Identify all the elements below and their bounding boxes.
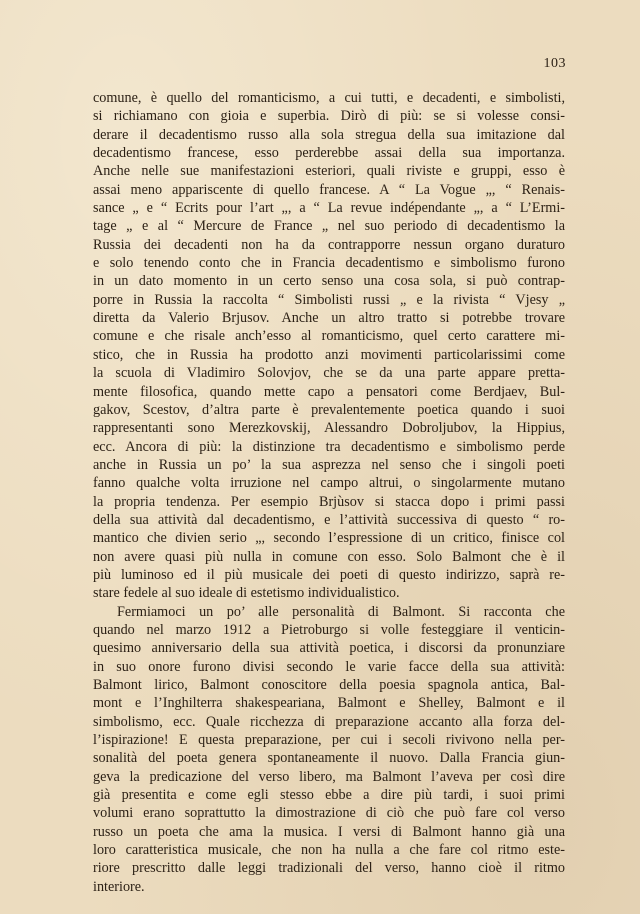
- text-line: mente filosofica, quando mette capo a pensatori come Berdjaev, Bul-: [93, 383, 565, 400]
- text-line: gakov, Scestov, d’altra parte è prevalentemente poetica quando i suoi: [93, 401, 565, 418]
- text-line: si richiamano con gioia e superbia. Dirò di più: se si volesse consi-: [93, 108, 565, 125]
- paragraph-first-line: Fermiamoci un po’ alle personalità di Balmont. Si racconta che: [117, 603, 565, 620]
- text-line: Balmont lirico, Balmont conoscitore della poesia spagnola antica, Bal-: [93, 677, 565, 693]
- text-line: volumi erano soprattutto la dimostrazione di ciò che può fare col verso: [93, 805, 565, 822]
- text-line: e solo tenendo conto che in Francia decadentismo e simbolismo furono: [93, 255, 565, 272]
- body-text: [93, 89, 565, 896]
- text-line: diretta da Valerio Brjusov. Anche un altro tratto si potrebbe trovare: [93, 310, 565, 327]
- text-line: assai meno appariscente di quello francese. A “ La Vogue „, “ Renais-: [93, 181, 565, 198]
- text-line: più luminoso ed il più musicale dei poeti di questo indirizzo, saprà re-: [93, 566, 565, 583]
- text-line: interiore.: [93, 878, 145, 895]
- text-line: simbolismo, ecc. Quale ricchezza di preparazione accanto alla forza del-: [93, 713, 565, 730]
- text-line: sance „ e “ Ecrits pour l’art „, a “ La revue indépendante „, a “ L’Ermi-: [93, 200, 565, 217]
- text-line: quesimo anniversario della sua attività poetica, i discorsi da pronunziare: [93, 640, 565, 657]
- text-line: riore prescritto dalle leggi tradizionali del verso, hanno cioè il ritmo: [93, 860, 565, 877]
- text-line: mantico che divien serio „, secondo l’espressione di un critico, finisce col: [93, 530, 565, 547]
- text-line: l’ispirazione! E questa preparazione, per cui i secoli rivivono nella per-: [93, 732, 565, 749]
- text-line: geva la predicazione del verso libero, ma Balmont l’aveva per così dire: [93, 768, 565, 785]
- text-line: mont e l’Inghilterra shakespeariana, Balmont e Shelley, Balmont e il: [93, 695, 565, 712]
- text-line: Anche nelle sue manifestazioni esteriori, quali riviste e gruppi, esso è: [93, 163, 565, 180]
- text-line: già presentita e come egli stesso ebbe a dire più tardi, i suoi primi: [93, 787, 565, 804]
- text-line: quando nel marzo 1912 a Pietroburgo si volle festeggiare il venticin-: [93, 621, 565, 638]
- text-line: tage „ e al “ Mercure de France „ nel suo periodo di decadentismo la: [93, 218, 565, 235]
- text-line: la propria tendenza. Per esempio Brjùsov si stacca dopo i primi passi: [93, 493, 565, 510]
- page-number: 103: [543, 56, 566, 71]
- text-line: non avere quasi più nulla in comune con esso. Solo Balmont che è il: [93, 548, 565, 565]
- text-line: comune, è quello del romanticismo, a cui tutti, e decadenti, e simbolisti,: [93, 90, 565, 106]
- text-line: porre in Russia la raccolta “ Simbolisti russi „ e la rivista “ Vjesy „: [93, 291, 565, 308]
- text-line: in un dato momento in un certo senso una cosa sola, si può contrap-: [93, 273, 565, 290]
- text-line: rappresentanti sono Merezkovskij, Alessandro Dobroljubov, la Hippius,: [93, 420, 565, 437]
- text-line: della sua attività dal decadentismo, e l’attività successiva di questo “ ro-: [93, 511, 565, 528]
- text-line: comune e che risale anch’esso al romanticismo, quel certo carattere mi-: [93, 328, 565, 345]
- text-line: loro caratteristica musicale, che non ha nulla a che fare col ritmo este-: [93, 842, 565, 859]
- text-line: stico, che in Russia ha prodotto anzi movimenti particolarissimi come: [93, 346, 565, 363]
- text-line: fanno qualche volta irruzione nel campo altrui, o singolarmente mutano: [93, 475, 565, 492]
- text-line: anche in Russia un po’ la sua asprezza nel senso che i singoli poeti: [93, 456, 565, 473]
- text-line: derare il decadentismo russo alla sola stregua della sua imitazione dal: [93, 126, 565, 143]
- text-line: sonalità del poeta genera spontaneamente il nuovo. Dalla Francia giun-: [93, 750, 565, 767]
- text-line: ecc. Ancora di più: la distinzione tra decadentismo e simbolismo perde: [93, 438, 565, 455]
- text-line: in suo onore furono divisi secondo le varie facce della sua attività:: [93, 658, 565, 675]
- text-line: stare fedele al suo ideale di estetismo individualistico.: [93, 585, 400, 602]
- text-line: Russia dei decadenti non ha da contrapporre nessun organo duraturo: [93, 236, 565, 253]
- text-line: russo un poeta che ama la musica. I versi di Balmont hanno già una: [93, 823, 565, 840]
- text-line: decadentismo francese, esso perderebbe assai della sua importanza.: [93, 145, 565, 162]
- text-line: la scuola di Vladimiro Solovjov, che se da una parte appare pretta-: [93, 365, 565, 382]
